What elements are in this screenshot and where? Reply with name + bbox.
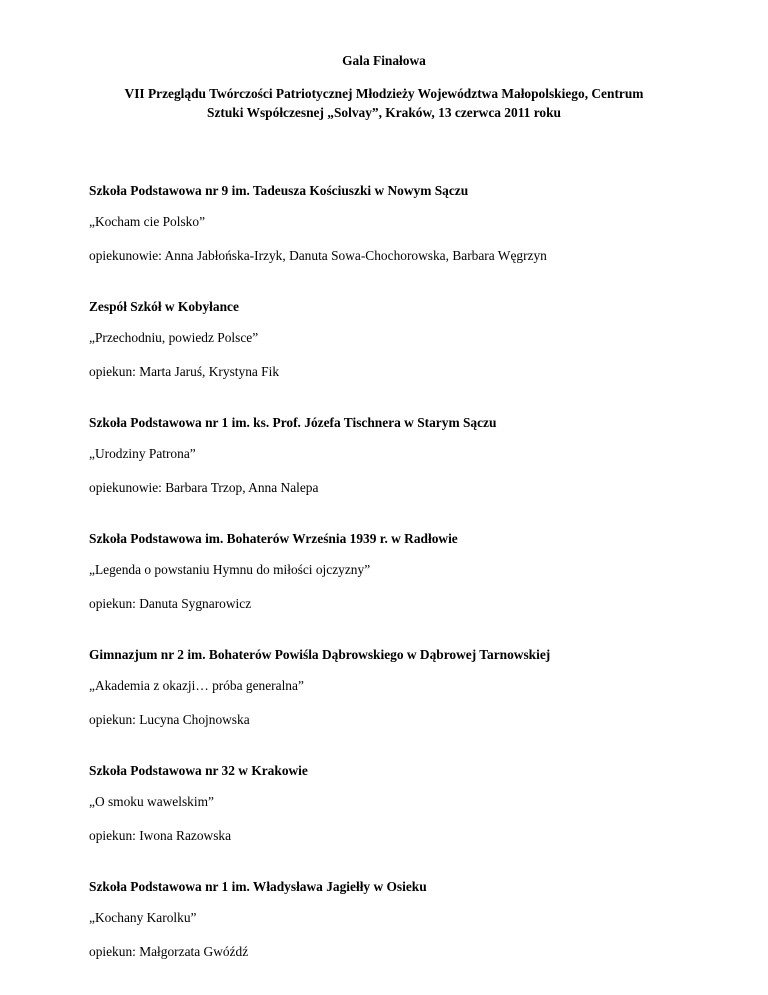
carers: opiekunowie: Anna Jabłońska-Irzyk, Danuta Sowa-Chochorowska, Barbara Węgrzyn (89, 248, 547, 263)
carers: opiekun: Lucyna Chojnowska (89, 712, 250, 727)
performance-title: „Urodziny Patrona” (89, 446, 196, 461)
school-name: Szkoła Podstawowa nr 32 w Krakowie (89, 763, 308, 778)
school-name: Gimnazjum nr 2 im. Bohaterów Powiśla Dąbrowskiego w Dąbrowej Tarnowskiej (89, 647, 551, 662)
carers: opiekun: Marta Jaruś, Krystyna Fik (89, 364, 280, 379)
page-subtitle (0, 84, 768, 122)
list-item (89, 415, 729, 531)
performance-title: „Przechodniu, powiedz Polsce” (89, 330, 259, 345)
list-item (89, 531, 729, 647)
list-item (89, 879, 729, 995)
performance-title: „O smoku wawelskim” (89, 794, 214, 809)
list-item (89, 183, 729, 299)
carers: opiekunowie: Barbara Trzop, Anna Nalepa (89, 480, 319, 495)
carers: opiekun: Danuta Sygnarowicz (89, 596, 252, 611)
list-item (89, 763, 729, 879)
carers: opiekun: Małgorzata Gwóźdź (89, 944, 249, 959)
school-name: Szkoła Podstawowa nr 9 im. Tadeusza Kościuszki w Nowym Sączu (89, 183, 469, 198)
subtitle-line-1: VII Przeglądu Twórczości Patriotycznej Młodzieży Województwa Małopolskiego, Centrum (124, 86, 644, 101)
performance-title: „Kocham cie Polsko” (89, 214, 206, 229)
performance-title: „Legenda o powstaniu Hymnu do miłości ojczyzny” (89, 562, 371, 577)
performance-title: „Kochany Karolku” (89, 910, 197, 925)
school-name: Zespół Szkół w Kobyłance (89, 299, 239, 314)
list-item (89, 299, 729, 415)
subtitle-line-2: Sztuki Współczesnej „Solvay”, Kraków, 13 czerwca 2011 roku (207, 105, 561, 120)
carers: opiekun: Iwona Razowska (89, 828, 232, 843)
list-item (89, 647, 729, 763)
performance-title: „Akademia z okazji… próba generalna” (89, 678, 304, 693)
school-name: Szkoła Podstawowa nr 1 im. Władysława Jagiełły w Osieku (89, 879, 427, 894)
page-title: Gala Finałowa (342, 53, 426, 68)
entries-list (89, 183, 729, 995)
school-name: Szkoła Podstawowa im. Bohaterów Września 1939 r. w Radłowie (89, 531, 458, 546)
school-name: Szkoła Podstawowa nr 1 im. ks. Prof. Józefa Tischnera w Starym Sączu (89, 415, 497, 430)
